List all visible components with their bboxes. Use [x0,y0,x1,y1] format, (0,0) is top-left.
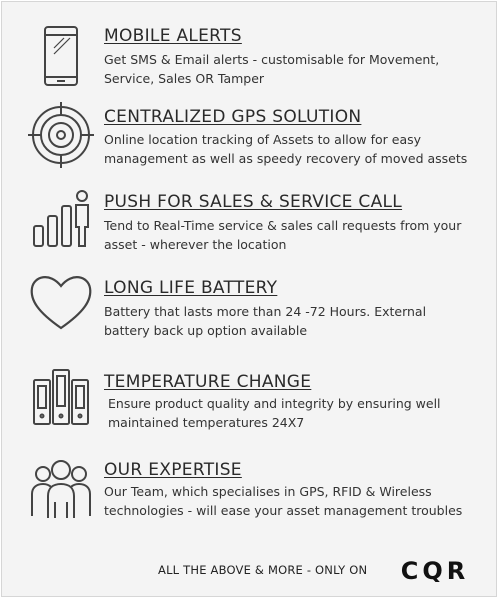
feature-title: MOBILE ALERTS [104,26,242,46]
features-panel [1,1,497,597]
feature-description: Online location tracking of Assets to allow for easy management as well as speedy recovery of moved assets [104,132,468,166]
feature-description: Get SMS & Email alerts - customisable for Movement, Service, Sales OR Tamper [104,52,440,86]
heart-icon [28,270,94,336]
feature-title: LONG LIFE BATTERY [104,278,278,298]
footer [158,558,491,582]
feature-title: CENTRALIZED GPS SOLUTION [104,107,362,127]
target-icon [28,102,94,168]
feature-description: Battery that lasts more than 24 -72 Hours. External battery back up option available [104,304,427,338]
feature-title: PUSH FOR SALES & SERVICE CALL [104,192,403,212]
feature-description: Tend to Real-Time service & sales call requests from your asset - wherever the location [104,218,462,252]
mobile-phone-icon [28,24,94,90]
cqr-logo [379,558,491,582]
logo-text: CQR [401,558,470,582]
feature-description: Our Team, which specialises in GPS, RFID & Wireless technologies - will ease your asset management troubles [104,484,463,518]
feature-description: Ensure product quality and integrity by ensuring well maintained temperatures 24X7 [108,396,441,430]
team-icon [28,458,94,524]
server-racks-icon [28,366,94,432]
feature-title: TEMPERATURE CHANGE [104,372,312,392]
footer-tagline: ALL THE ABOVE & MORE - ONLY ON [158,563,368,577]
bar-chart-person-icon [28,188,94,254]
feature-title: OUR EXPERTISE [104,460,242,480]
